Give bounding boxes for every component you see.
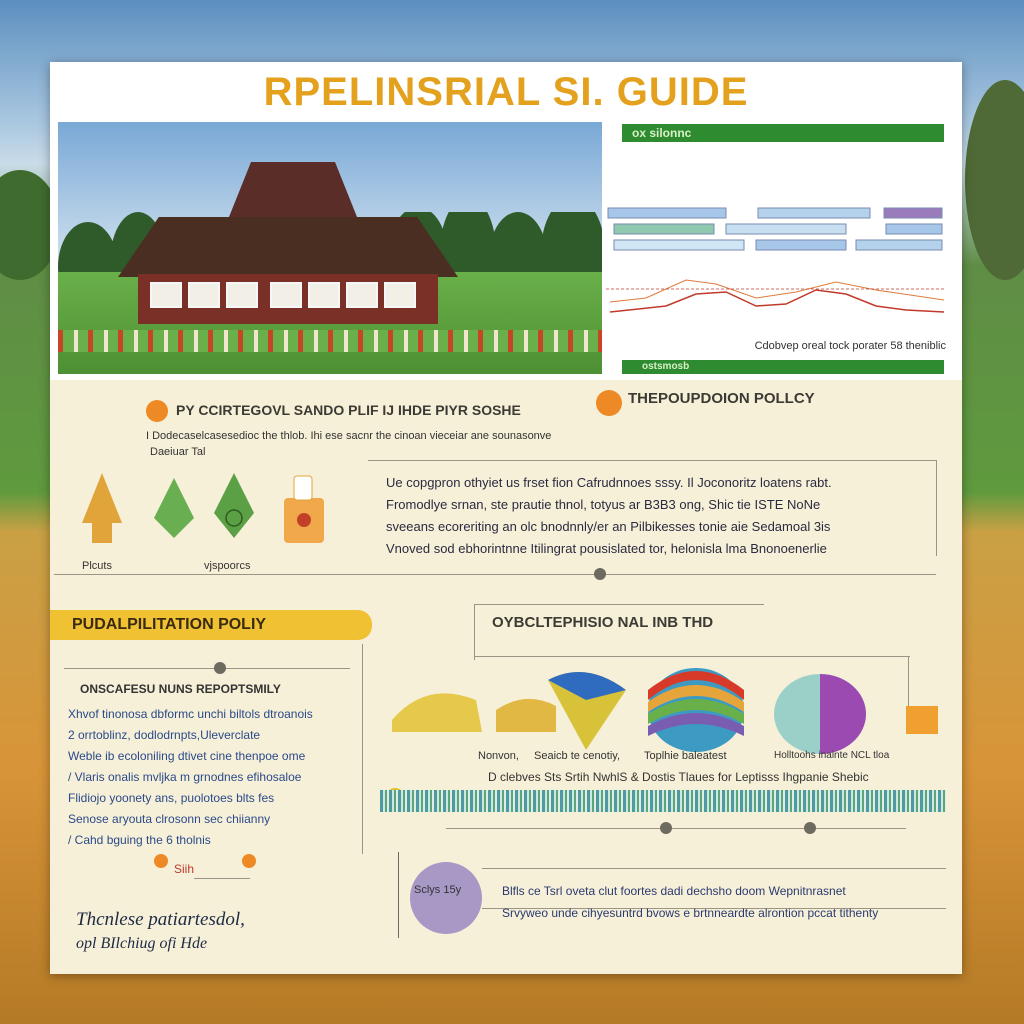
section3-line: Weble ib ecoloniling dtivet cine thenpoe ome: [68, 749, 306, 763]
section3-line: / Vlaris onalis mvljka m grnodnes efihosaloe: [68, 770, 302, 784]
split-globe-half: [820, 674, 866, 754]
gantt-bar: [726, 224, 846, 234]
schedule-panel: [606, 122, 950, 380]
section-marker-icon: [146, 400, 168, 422]
divider: [368, 460, 936, 461]
schedule-header: ox silonnc: [622, 124, 944, 142]
gantt-bar: [614, 240, 744, 250]
section2-line: Ue copgpron othyiet us frset fion Cafrudnnoes sssy. Il Joconoritz loatens rabt.: [386, 475, 832, 490]
section4-strip-text: D clebves Sts Srtih NwhlS & Dostis Tlaues for Leptisss Ihgpanie Shebic: [488, 770, 869, 784]
schedule-caption: Cdobvep oreal tock porater 58 theniblic: [754, 340, 946, 352]
section3-line: Xhvof tinonosa dbformc unchi biltols dtroanois: [68, 707, 313, 721]
leaf-icon: [214, 473, 254, 538]
house-window: [188, 282, 220, 308]
divider: [474, 604, 475, 660]
section3-footer-line: Thcnlese patiartesdol,: [76, 909, 245, 930]
section2-line: Fromodlye srnan, ste prautie thnol, totyus ar B3B3 ong, Shic tie ISTE NoNe: [386, 497, 821, 512]
drop-icon: [82, 473, 122, 523]
house-window: [384, 282, 416, 308]
gantt-bar: [884, 208, 942, 218]
section2-body: [386, 472, 946, 560]
section3-subheading: ONSCAFESU NUNS REPOPTSMILY: [80, 682, 281, 696]
page-title: RPELINSRIAL SI. GUIDE: [263, 70, 749, 114]
section3-badge: PUDALPILITATION POLIY: [50, 610, 372, 640]
illustration-caption: Toplhie baleatest: [644, 750, 727, 762]
gantt-bar: [608, 208, 726, 218]
gantt-curve: [610, 290, 944, 312]
field-illustration: [392, 693, 482, 732]
leaf-icon: [154, 478, 194, 538]
gantt-bar: [614, 224, 714, 234]
guide-poster: [50, 62, 962, 974]
gantt-bar: [886, 224, 942, 234]
section4-illustrations: [386, 660, 946, 764]
section3-line: Flidiojo yoonety ans, puolotoes blts fes: [68, 791, 275, 805]
section4-bottom: [502, 880, 942, 924]
illustration-caption: Seaicb te cenotiy,: [534, 750, 621, 762]
icon-label: [144, 560, 204, 572]
section2-line: sveeans ecoreriting an olc bnodnnly/er an Pilbikesses tonie aie Sedamoal 3is: [386, 519, 831, 534]
divider: [482, 868, 946, 869]
section2-line: Vnoved sod ebhorintnne Itilingrat pousislated tor, helonisla lma Bnonoenerlie: [386, 541, 827, 556]
connector-pin: [594, 568, 606, 580]
divider: [194, 878, 250, 879]
marker-icon: [242, 854, 256, 868]
divider: [474, 656, 910, 657]
connector-pin: [214, 662, 226, 674]
drop-icon-base: [92, 523, 112, 543]
section4-bottom-line: Blfls ce Tsrl oveta clut foortes dadi dechsho doom Wepnitnrasnet: [502, 884, 846, 898]
section4-heading: OYBCLTEPHISIO NAL INB THD: [492, 614, 714, 631]
section4-bottom-line: Srvyweo unde cihyesuntrd bvows e brtnneardte alrontion pccat tithenty: [502, 906, 879, 920]
divider: [362, 644, 363, 854]
divider: [398, 852, 399, 938]
gantt-bar: [856, 240, 942, 250]
marker-icon: [154, 854, 168, 868]
section2-heading: THEPOUPDOION POLLCY: [628, 390, 815, 407]
section3-footer-line: opl BIlchiug ofi Hde: [76, 935, 208, 952]
field-illustration: [496, 699, 556, 732]
jar-icon-mark: [297, 513, 311, 527]
schedule-gantt: [606, 194, 946, 324]
house-window: [226, 282, 258, 308]
section3-small-label: Siih: [174, 862, 195, 876]
illustration-caption: Holltoohs inainte NCL tloa: [774, 750, 890, 761]
jar-icon-lid: [294, 476, 312, 500]
icon-label: Plcuts: [82, 560, 112, 572]
gantt-bar: [756, 240, 846, 250]
section3-line: / Cahd bguing the 6 tholnis: [68, 833, 211, 847]
timeline-strip: [380, 790, 946, 812]
flower-bed: [58, 330, 602, 352]
house-window: [346, 282, 378, 308]
section1-heading: PY CCIRTEGOVL SANDO PLIF IJ IHDE PIYR SOSHE: [176, 402, 521, 418]
house-roof: [118, 217, 458, 277]
house-photo: [58, 122, 602, 374]
section1-subline2: Daeiuar Tal: [150, 446, 206, 458]
policy-marker-icon: [596, 390, 622, 416]
divider: [54, 574, 936, 575]
section1-subline: I Dodecaselcasesedioc the thlob. Ihi ese sacnr the cinoan vieceiar ane sounasonve: [146, 430, 552, 442]
house-window: [270, 282, 302, 308]
house-window: [308, 282, 340, 308]
section3-body: [68, 704, 368, 851]
divider: [64, 668, 350, 669]
connector-pin: [804, 822, 816, 834]
small-box-icon: [906, 706, 938, 734]
bottom-badge-oval: [410, 862, 482, 934]
connector-pin: [660, 822, 672, 834]
section4-bottom-label: Sclys 15y: [414, 884, 462, 896]
schedule-footer: ostsmosb: [622, 360, 944, 374]
section3-line: Senose aryouta clrosonn sec chiianny: [68, 812, 271, 826]
section3-line: 2 orrtoblinz, dodlodrnpts,Uleverclate: [68, 728, 261, 742]
icon-label: [284, 560, 334, 572]
section3-footer: [76, 908, 336, 956]
section4-captions: [478, 750, 948, 762]
house-window: [150, 282, 182, 308]
icon-label: vjspoorcs: [204, 560, 251, 572]
section1-icon-labels: [82, 560, 342, 572]
illustration-caption: Nonvon,: [478, 750, 519, 762]
gantt-curve: [610, 280, 944, 302]
divider: [446, 828, 906, 829]
section1-icons: [82, 468, 332, 558]
divider: [474, 604, 764, 605]
gantt-bar: [758, 208, 870, 218]
